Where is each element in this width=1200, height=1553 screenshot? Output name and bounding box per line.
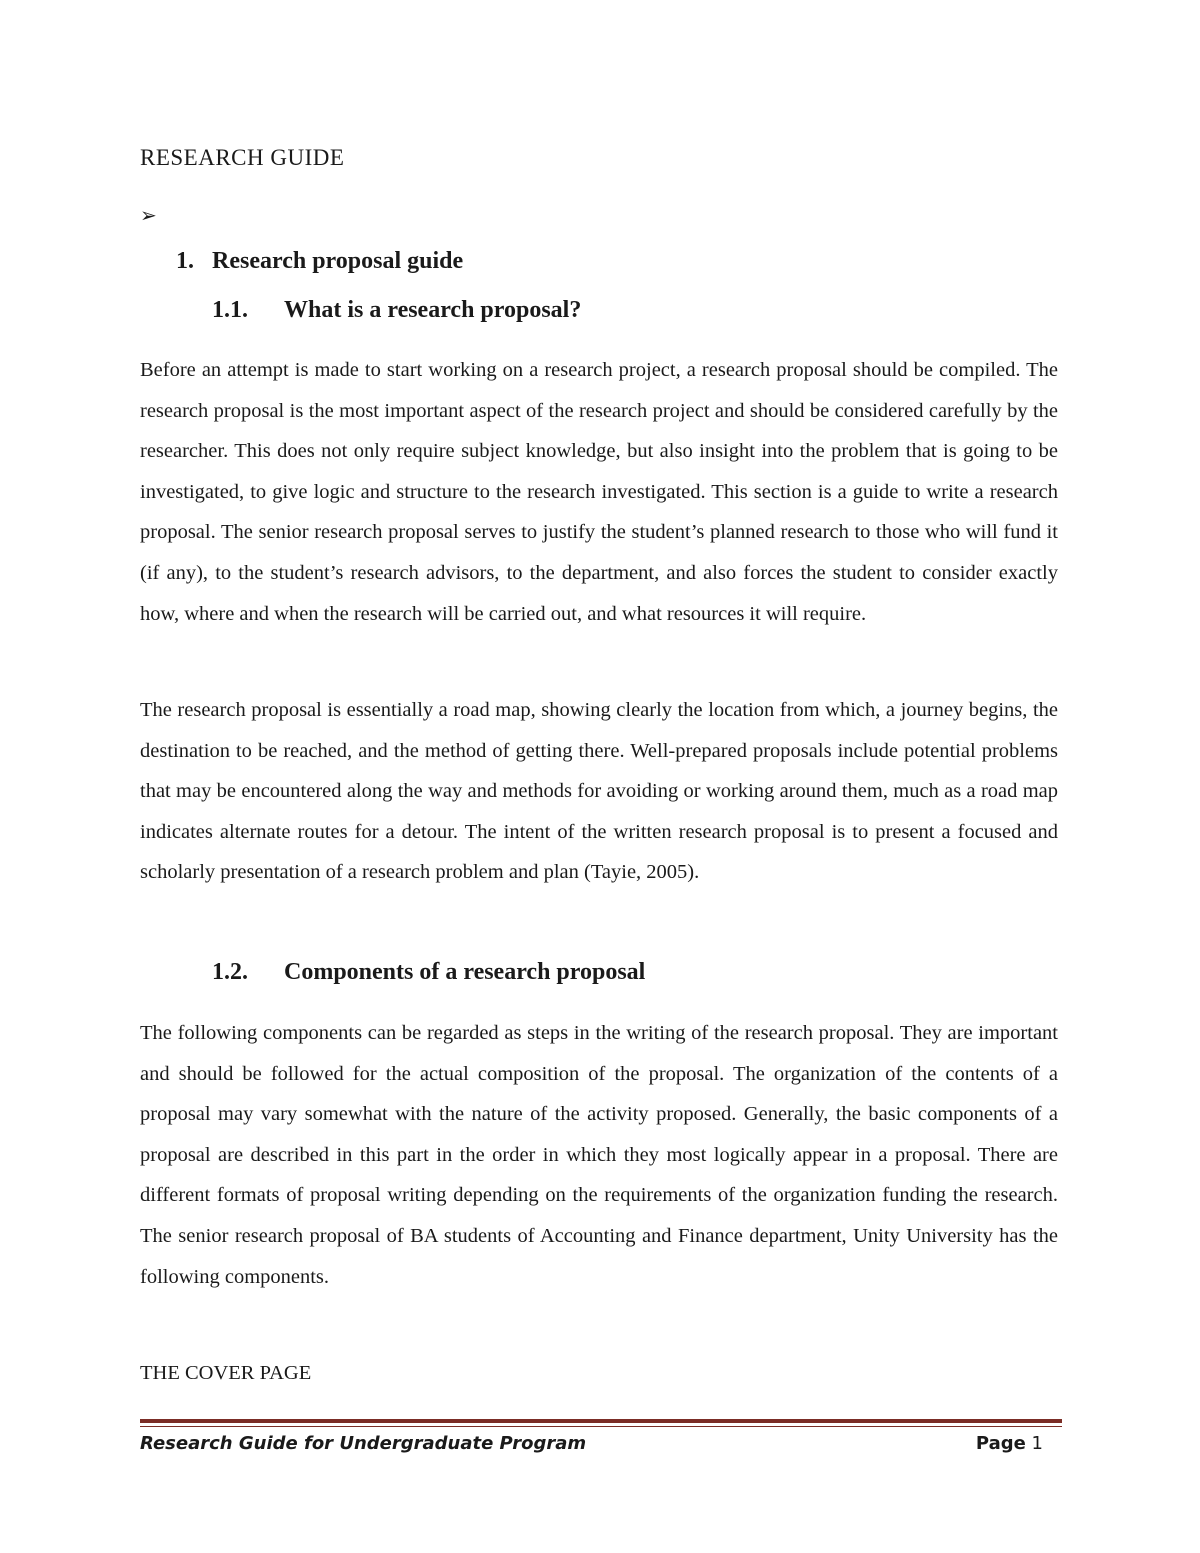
paragraph-intro: Before an attempt is made to start working on a research project, a research proposal should be compiled. The research proposal is the most important aspect of the research project and should be considered carefully by the researcher. This does not only require subject knowledge, but also insight into the problem that is going to be investigated, to give logic and structure to the research investigated. This section is a guide to write a research proposal. The senior research proposal serves to justify the student’s planned research to those who will fund it (if any), to the student’s research advisors, to the department, and also forces the student to consider exactly how, where and when the research will be carried out, and what resources it will require. [140, 359, 1058, 625]
footer-divider [140, 1419, 1062, 1423]
arrow-bullet-icon: ➢ [140, 203, 157, 227]
section-number: 1. [176, 248, 194, 274]
footer-title: Research Guide for Undergraduate Program [140, 1433, 587, 1454]
section-heading-1-1 [212, 297, 581, 324]
cover-page-label: THE COVER PAGE [140, 1362, 312, 1384]
page-number-value: 1 [1031, 1433, 1043, 1454]
section-number: 1.1. [212, 297, 248, 323]
section-title: What is a research proposal? [284, 297, 582, 323]
section-heading-1-2 [212, 959, 645, 986]
section-heading-1 [176, 248, 463, 275]
section-title: Research proposal guide [212, 248, 464, 274]
section-number: 1.2. [212, 959, 248, 985]
page-title: RESEARCH GUIDE [140, 145, 345, 170]
section-title: Components of a research proposal [284, 959, 646, 985]
paragraph-road-map: The research proposal is essentially a road map, showing clearly the location from which, a journey begins, the destination to be reached, and the method of getting there. Well-prepared proposals include potential problems that may be encountered along the way and methods for avoiding or working around them, much as a road map indicates alternate routes for a detour. The intent of the written research proposal is to present a focused and scholarly presentation of a research problem and plan (Tayie, 2005). [140, 699, 1058, 884]
paragraph-components: The following components can be regarded as steps in the writing of the research proposal. They are important and should be followed for the actual composition of the proposal. The organization of the contents of a proposal may vary somewhat with the nature of the activity proposed. Generally, the basic components of a proposal are described in this part in the order in which they most logically appear in a proposal. There are different formats of proposal writing depending on the requirements of the organization funding the research. The senior research proposal of BA students of Accounting and Finance department, Unity University has the following components. [140, 1022, 1058, 1288]
footer-divider-thin [140, 1426, 1062, 1427]
page-number [976, 1433, 1043, 1454]
page-label: Page [975, 1433, 1026, 1454]
